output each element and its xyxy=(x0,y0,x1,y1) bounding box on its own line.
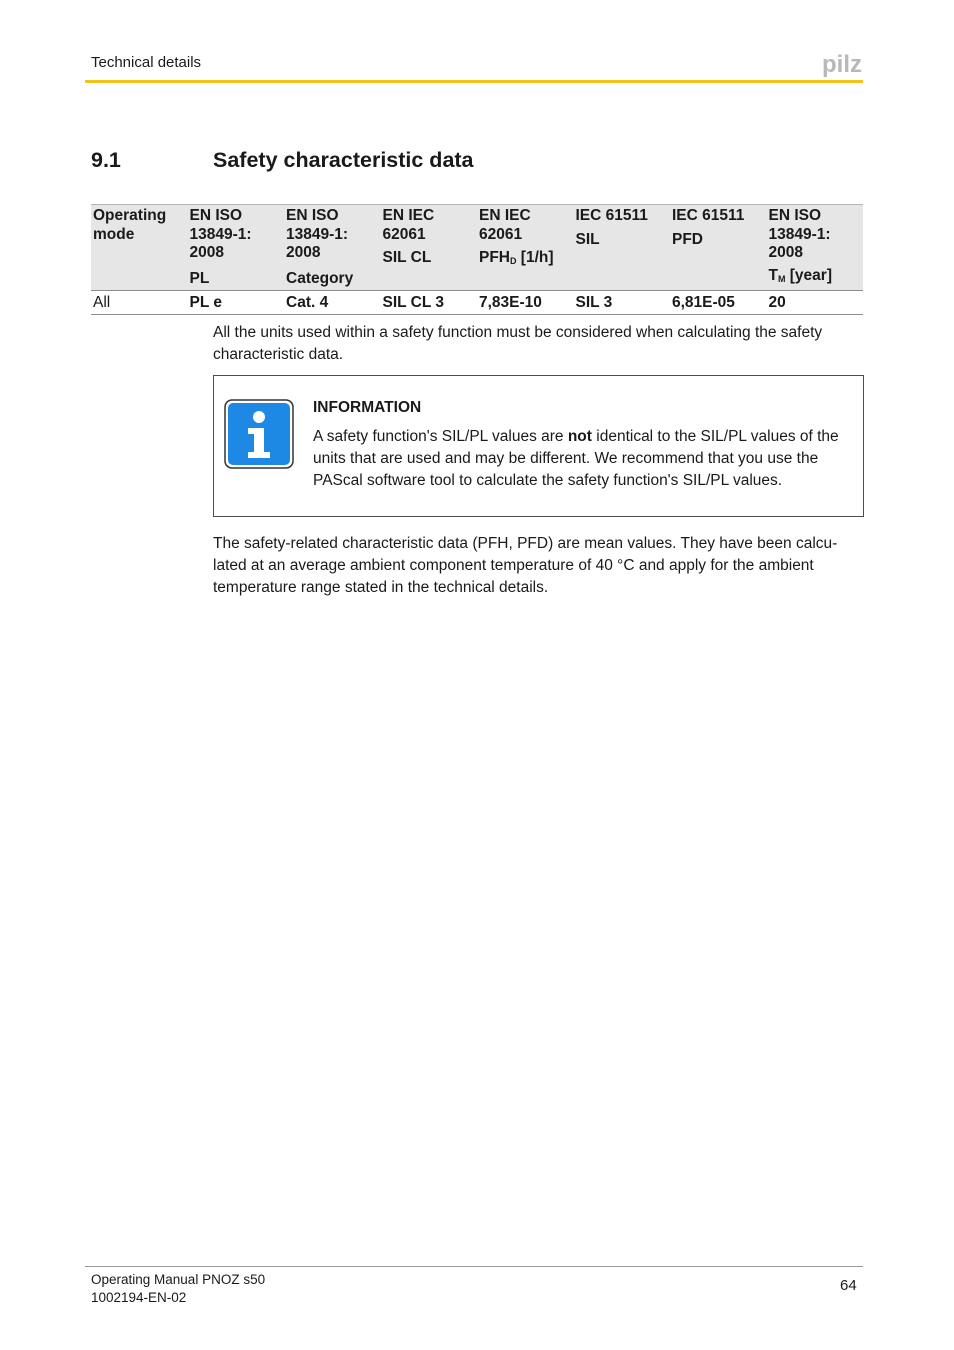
svg-text:pilz: pilz xyxy=(822,51,862,77)
paragraph-units: All the units used within a safety function must be considered when calculating the safety characteristic data. xyxy=(213,324,823,363)
table-row xyxy=(91,291,863,315)
header-title: Technical details xyxy=(91,54,202,71)
cell-category: Cat. 4 xyxy=(284,291,381,315)
cell-pfhd: 7,83E-10 xyxy=(477,291,574,315)
info-icon xyxy=(224,399,294,469)
cell-pl: PL e xyxy=(188,291,285,315)
info-title: INFORMATION xyxy=(313,399,422,416)
section-title: Safety characteristic data xyxy=(213,148,474,172)
footer-manual-title: Operating Manual PNOZ s50 xyxy=(91,1272,266,1287)
cell-operating-mode: All xyxy=(91,291,188,315)
footer-doc-number: 1002194-EN-02 xyxy=(91,1290,187,1305)
cell-sil-cl: SIL CL 3 xyxy=(381,291,478,315)
paragraph-mean-values: The safety-related characteristic data (PFH, PFD) are mean values. They have been calcu-lated at an average ambient component temperature of 40 °C and apply for the ambient temperature range stated in the technical details. xyxy=(213,535,838,596)
information-box xyxy=(213,375,864,517)
header-sil: IEC 61511 SIL xyxy=(574,205,671,291)
section-number: 9.1 xyxy=(91,148,121,172)
header-pfhd: EN IEC 62061 $PFH_D$ [1/h] xyxy=(477,205,574,291)
safety-data-table xyxy=(91,204,863,315)
cell-pfd: 6,81E-05 xyxy=(670,291,767,315)
header-category: EN ISO 13849-1: 2008 Category xyxy=(284,205,381,291)
header-operating-mode: Operating mode xyxy=(91,205,188,291)
header-pl: EN ISO 13849-1: 2008 PL xyxy=(188,205,285,291)
pilz-logo xyxy=(822,51,864,77)
page-number: 64 xyxy=(840,1277,857,1294)
header-pfd: IEC 61511 PFD xyxy=(670,205,767,291)
header-sil-cl: EN IEC 62061 SIL CL xyxy=(381,205,478,291)
cell-tm: 20 xyxy=(767,291,864,315)
header-rule xyxy=(85,80,863,83)
cell-sil: SIL 3 xyxy=(574,291,671,315)
header-tm: EN ISO 13849-1: 2008 $T_M$ [year] xyxy=(767,205,864,291)
table-header-row xyxy=(91,205,863,291)
footer-rule xyxy=(85,1266,863,1267)
info-text: A safety function's SIL/PL values are not identical to the SIL/PL values of the units that are used and may be different. We recommend that you use the PAScal software tool to calculate the safety function's SIL/PL values. xyxy=(313,428,839,489)
